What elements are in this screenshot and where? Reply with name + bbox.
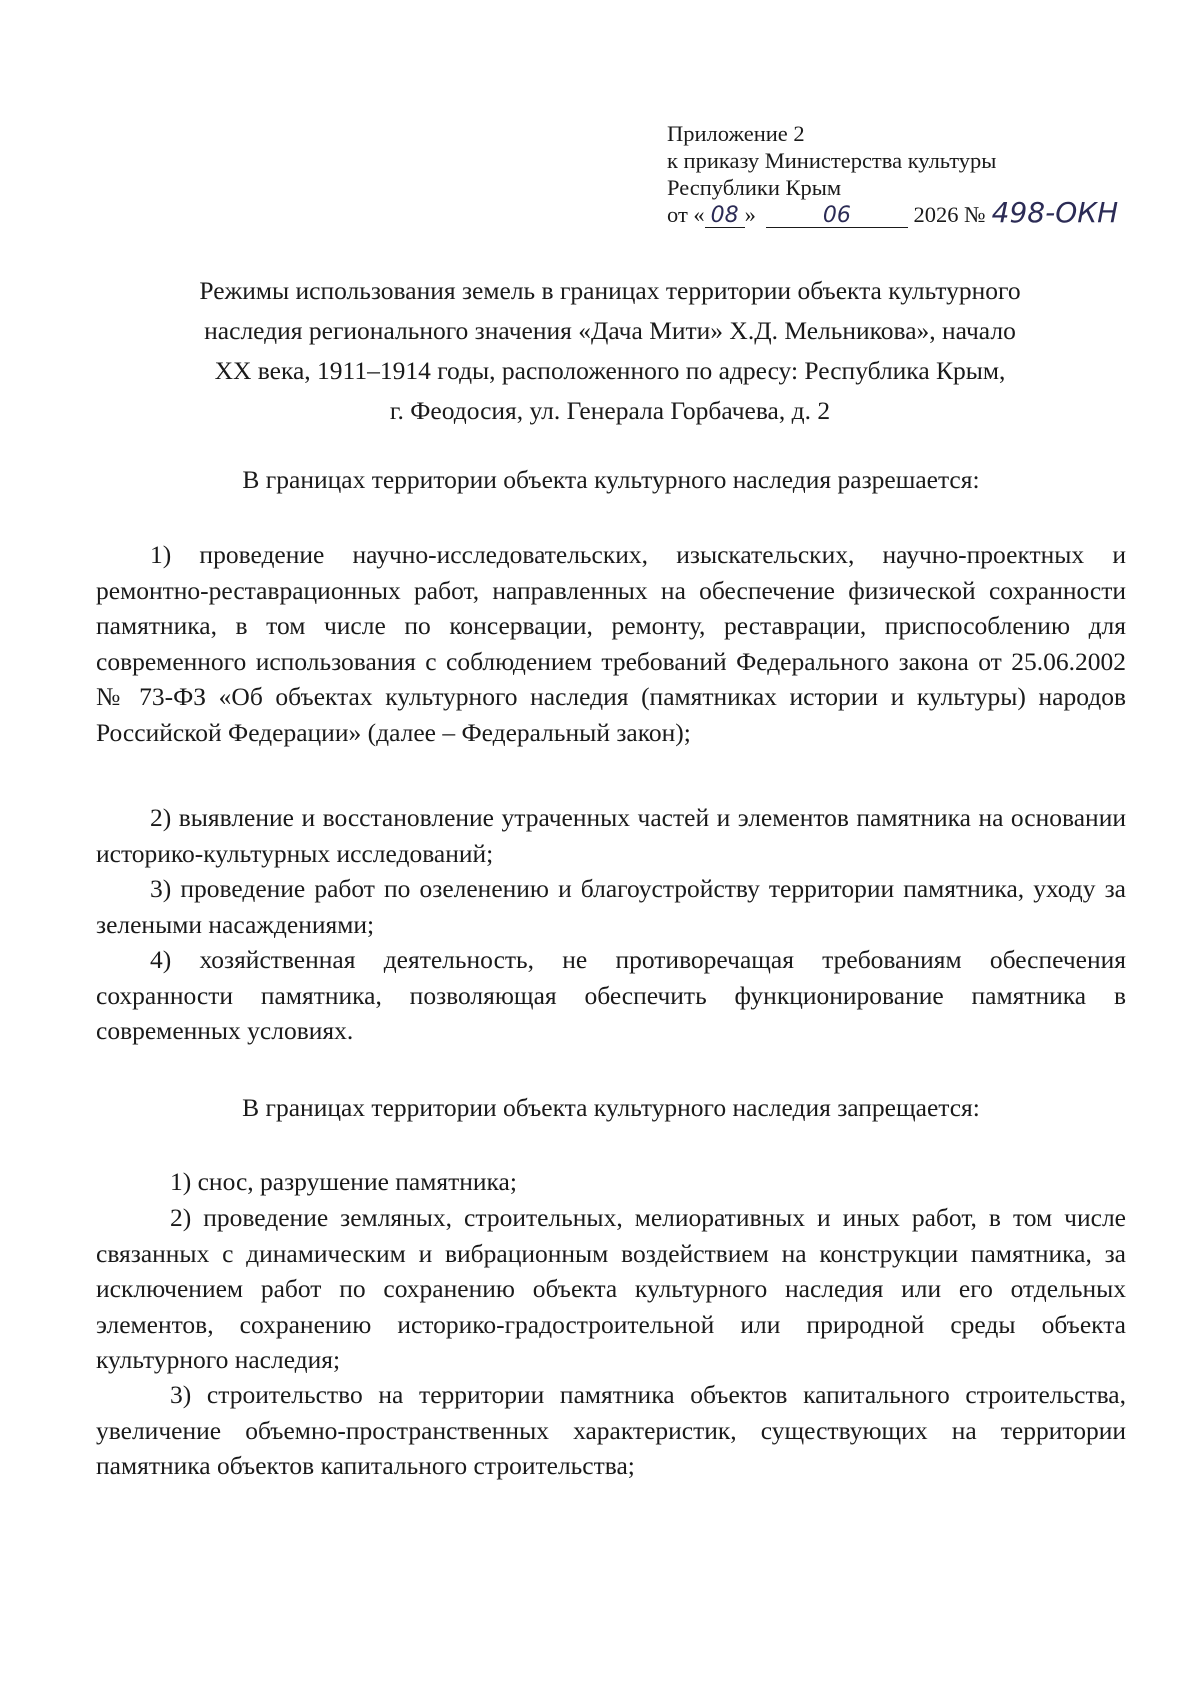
forbidden-item-1-text: 1) снос, разрушение памятника; — [170, 1167, 517, 1196]
forbidden-heading: В границах территории объекта культурного наследия запрещается: — [242, 1093, 980, 1122]
date-prefix: от « — [667, 202, 705, 227]
allowed-heading: В границах территории объекта культурного наследия разрешается: — [242, 465, 980, 494]
forbidden-item-1 — [96, 1164, 1126, 1200]
date-month-handwritten: 06 — [766, 205, 908, 228]
allowed-item-2-text: 2) выявление и восстановление утраченных частей и элементов памятника на основании историко-культурных исследований; — [96, 803, 1126, 868]
date-year: 2026 № — [913, 202, 986, 227]
document-title — [120, 271, 1100, 431]
forbidden-item-2 — [96, 1200, 1126, 1378]
date-close-quote: » — [744, 202, 756, 227]
title-line-1: Режимы использования земель в границах территории объекта культурного — [199, 276, 1021, 305]
appendix-republic: Республики Крым — [667, 175, 842, 200]
appendix-date-line — [667, 196, 1147, 231]
allowed-item-4 — [96, 942, 1126, 1049]
title-line-4: г. Феодосия, ул. Генерала Горбачева, д. 2 — [389, 396, 831, 425]
appendix-number: Приложение 2 — [667, 121, 805, 146]
title-line-3: XX века, 1911–1914 годы, расположенного по адресу: Республика Крым, — [214, 356, 1006, 385]
forbidden-item-3-text: 3) строительство на территории памятника объектов капитального строительства, увеличение объемно-пространственных характеристик, существующих на территории памятника объектов капитального строительства; — [96, 1380, 1126, 1480]
order-number-handwritten: 498-ОКН — [991, 196, 1119, 229]
allowed-item-2 — [96, 800, 1126, 871]
forbidden-item-3 — [96, 1377, 1126, 1484]
allowed-item-3 — [96, 871, 1126, 942]
allowed-item-1 — [96, 537, 1126, 750]
date-day-handwritten: 08 — [705, 205, 745, 228]
title-line-2: наследия регионального значения «Дача Мити» Х.Д. Мельникова», начало — [204, 316, 1016, 345]
forbidden-item-2-text: 2) проведение земляных, строительных, мелиоративных и иных работ, в том числе связанных с динамическим и вибрационным воздействием на конструкции памятника, за исключением работ по сохранению объекта культурного наследия или его отдельных элементов, сохранению историко-градостроительной или природной среды объекта культурного наследия; — [96, 1203, 1126, 1374]
allowed-item-1-text: 1) проведение научно-исследовательских, изыскательских, научно-проектных и ремонтно-реставрационных работ, направленных на обеспечение физической сохранности памятника, в том числе по консервации, ремонту, реставрации, приспособлению для современного использования с соблюдением требований Федерального закона от 25.06.2002 № 73-ФЗ «Об объектах культурного наследия (памятниках истории и культуры) народов Российской Федерации» (далее – Федеральный закон); — [96, 540, 1126, 747]
allowed-item-4-text: 4) хозяйственная деятельность, не противоречащая требованиям обеспечения сохранности памятника, позволяющая обеспечить функционирование памятника в современных условиях. — [96, 945, 1126, 1045]
appendix-order-ref: к приказу Министерства культуры — [667, 148, 997, 173]
appendix-header — [667, 120, 1147, 231]
allowed-item-3-text: 3) проведение работ по озеленению и благоустройству территории памятника, уходу за зелеными насаждениями; — [96, 874, 1126, 939]
